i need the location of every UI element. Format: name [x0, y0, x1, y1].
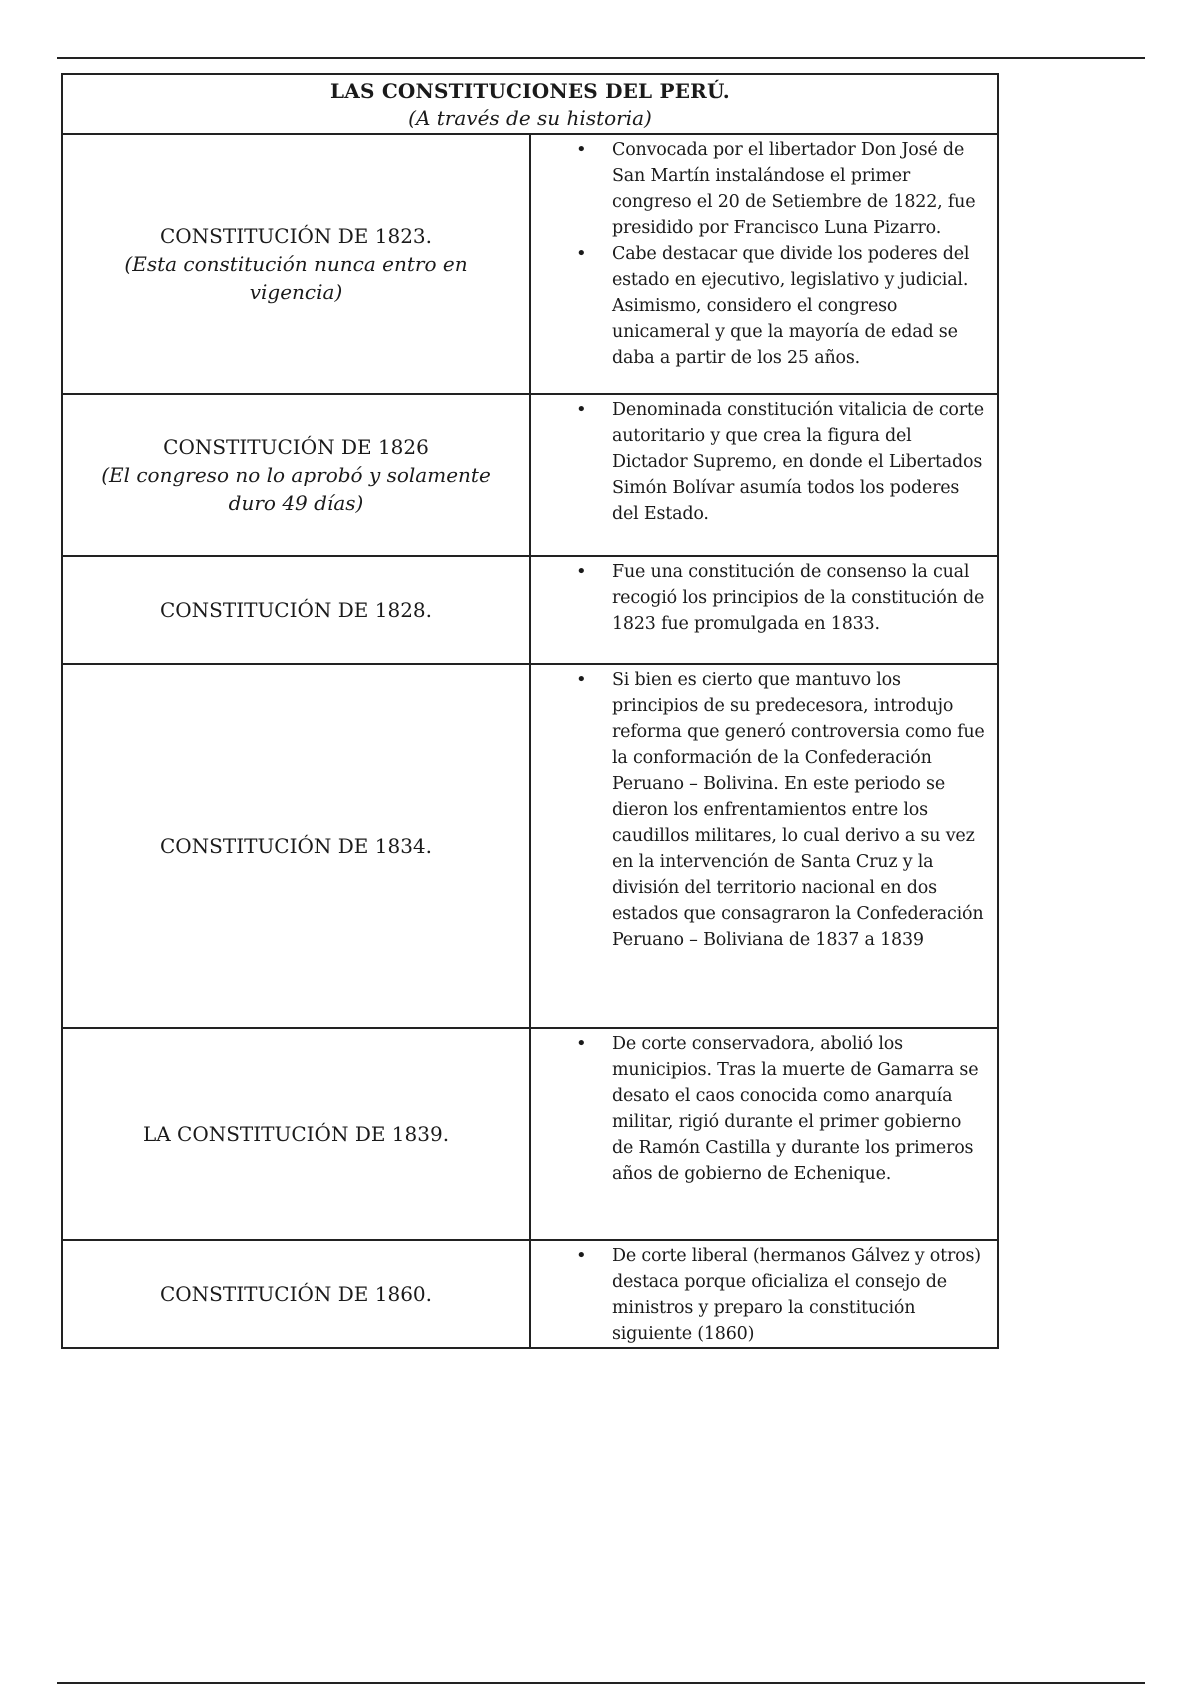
description-text: De corte conservadora, abolió los municipios. Tras la muerte de Gamarra se desato el caos conocida como anarquía militar, rigió durante el primer gobierno de Ramón Castilla y durante los primeros años de gobierno de Echenique. [612, 1034, 979, 1184]
constitution-name-cell [62, 1028, 530, 1240]
constitution-description-cell [530, 394, 998, 556]
table-row [62, 664, 998, 1028]
constitution-note: (El congreso no lo aprobó y solamente duro 49 días) [101, 463, 491, 515]
constitution-title: LA CONSTITUCIÓN DE 1839. [142, 1122, 450, 1146]
bullet-icon: • [576, 139, 587, 160]
description-list [531, 1029, 997, 1187]
description-list [531, 665, 997, 953]
description-list [531, 1241, 997, 1347]
constitution-title: CONSTITUCIÓN DE 1860. [159, 1282, 433, 1306]
table-title: LAS CONSTITUCIONES DEL PERÚ. [330, 78, 730, 103]
description-item [531, 1243, 987, 1347]
constitution-title: CONSTITUCIÓN DE 1828. [159, 598, 433, 622]
table-row [62, 1240, 998, 1348]
constitutions-table [61, 73, 999, 1349]
description-text: De corte liberal (hermanos Gálvez y otros) destaca porque oficializa el consejo de ministros y preparo la constitución siguiente (1860) [612, 1246, 981, 1344]
bullet-icon: • [576, 399, 587, 420]
description-text: Si bien es cierto que mantuvo los principios de su predecesora, introdujo reforma que generó controversia como fue la conformación de la Confederación Peruano – Bolivina. En este periodo se dieron los enfrentamientos entre los caudillos militares, lo cual derivo a su vez en la intervención de Santa Cruz y la división del territorio nacional en dos estados que consagraron la Confederación Peruano – Boliviana de 1837 a 1839 [612, 670, 985, 950]
constitution-title: CONSTITUCIÓN DE 1826 [163, 435, 429, 459]
table-row [62, 134, 998, 394]
bullet-icon: • [576, 561, 587, 582]
constitution-name-cell [62, 394, 530, 556]
description-item [531, 241, 987, 371]
constitution-title: CONSTITUCIÓN DE 1823. [159, 224, 433, 248]
bullet-icon: • [576, 669, 587, 690]
constitution-description-cell [530, 556, 998, 664]
bullet-icon: • [576, 1245, 587, 1266]
description-text: Cabe destacar que divide los poderes del estado en ejecutivo, legislativo y judicial. Asimismo, considero el congreso unicameral y que la mayoría de edad se daba a partir de los 25 años. [612, 244, 970, 368]
constitution-title: CONSTITUCIÓN DE 1834. [159, 834, 433, 858]
constitution-name-cell [62, 1240, 530, 1348]
constitution-name-cell [62, 556, 530, 664]
description-list [531, 135, 997, 371]
description-list [531, 557, 997, 637]
constitution-description-cell [530, 1028, 998, 1240]
constitution-name-cell [62, 664, 530, 1028]
description-item [531, 137, 987, 241]
description-text: Fue una constitución de consenso la cual recogió los principios de la constitución de 1823 fue promulgada en 1833. [612, 562, 985, 634]
description-list [531, 395, 997, 527]
table-header [62, 74, 998, 134]
bullet-icon: • [576, 243, 587, 264]
constitution-name-cell [62, 134, 530, 394]
table-row [62, 1028, 998, 1240]
constitution-description-cell [530, 1240, 998, 1348]
description-item [531, 559, 987, 637]
bottom-rule [57, 1682, 1145, 1684]
top-rule [57, 57, 1145, 59]
description-text: Denominada constitución vitalicia de corte autoritario y que crea la figura del Dictador Supremo, en donde el Libertados Simón Bolívar asumía todos los poderes del Estado. [612, 400, 984, 524]
description-item [531, 667, 987, 953]
table-row [62, 394, 998, 556]
bullet-icon: • [576, 1033, 587, 1054]
description-item [531, 397, 987, 527]
description-text: Convocada por el libertador Don José de San Martín instalándose el primer congreso el 20 de Setiembre de 1822, fue presidido por Francisco Luna Pizarro. [612, 140, 976, 238]
table-row [62, 556, 998, 664]
constitution-description-cell [530, 134, 998, 394]
table-header-row [62, 74, 998, 134]
table-subtitle: (A través de su historia) [408, 105, 652, 130]
constitution-note: (Esta constitución nunca entro en vigencia) [124, 252, 468, 304]
constitution-description-cell [530, 664, 998, 1028]
description-item [531, 1031, 987, 1187]
